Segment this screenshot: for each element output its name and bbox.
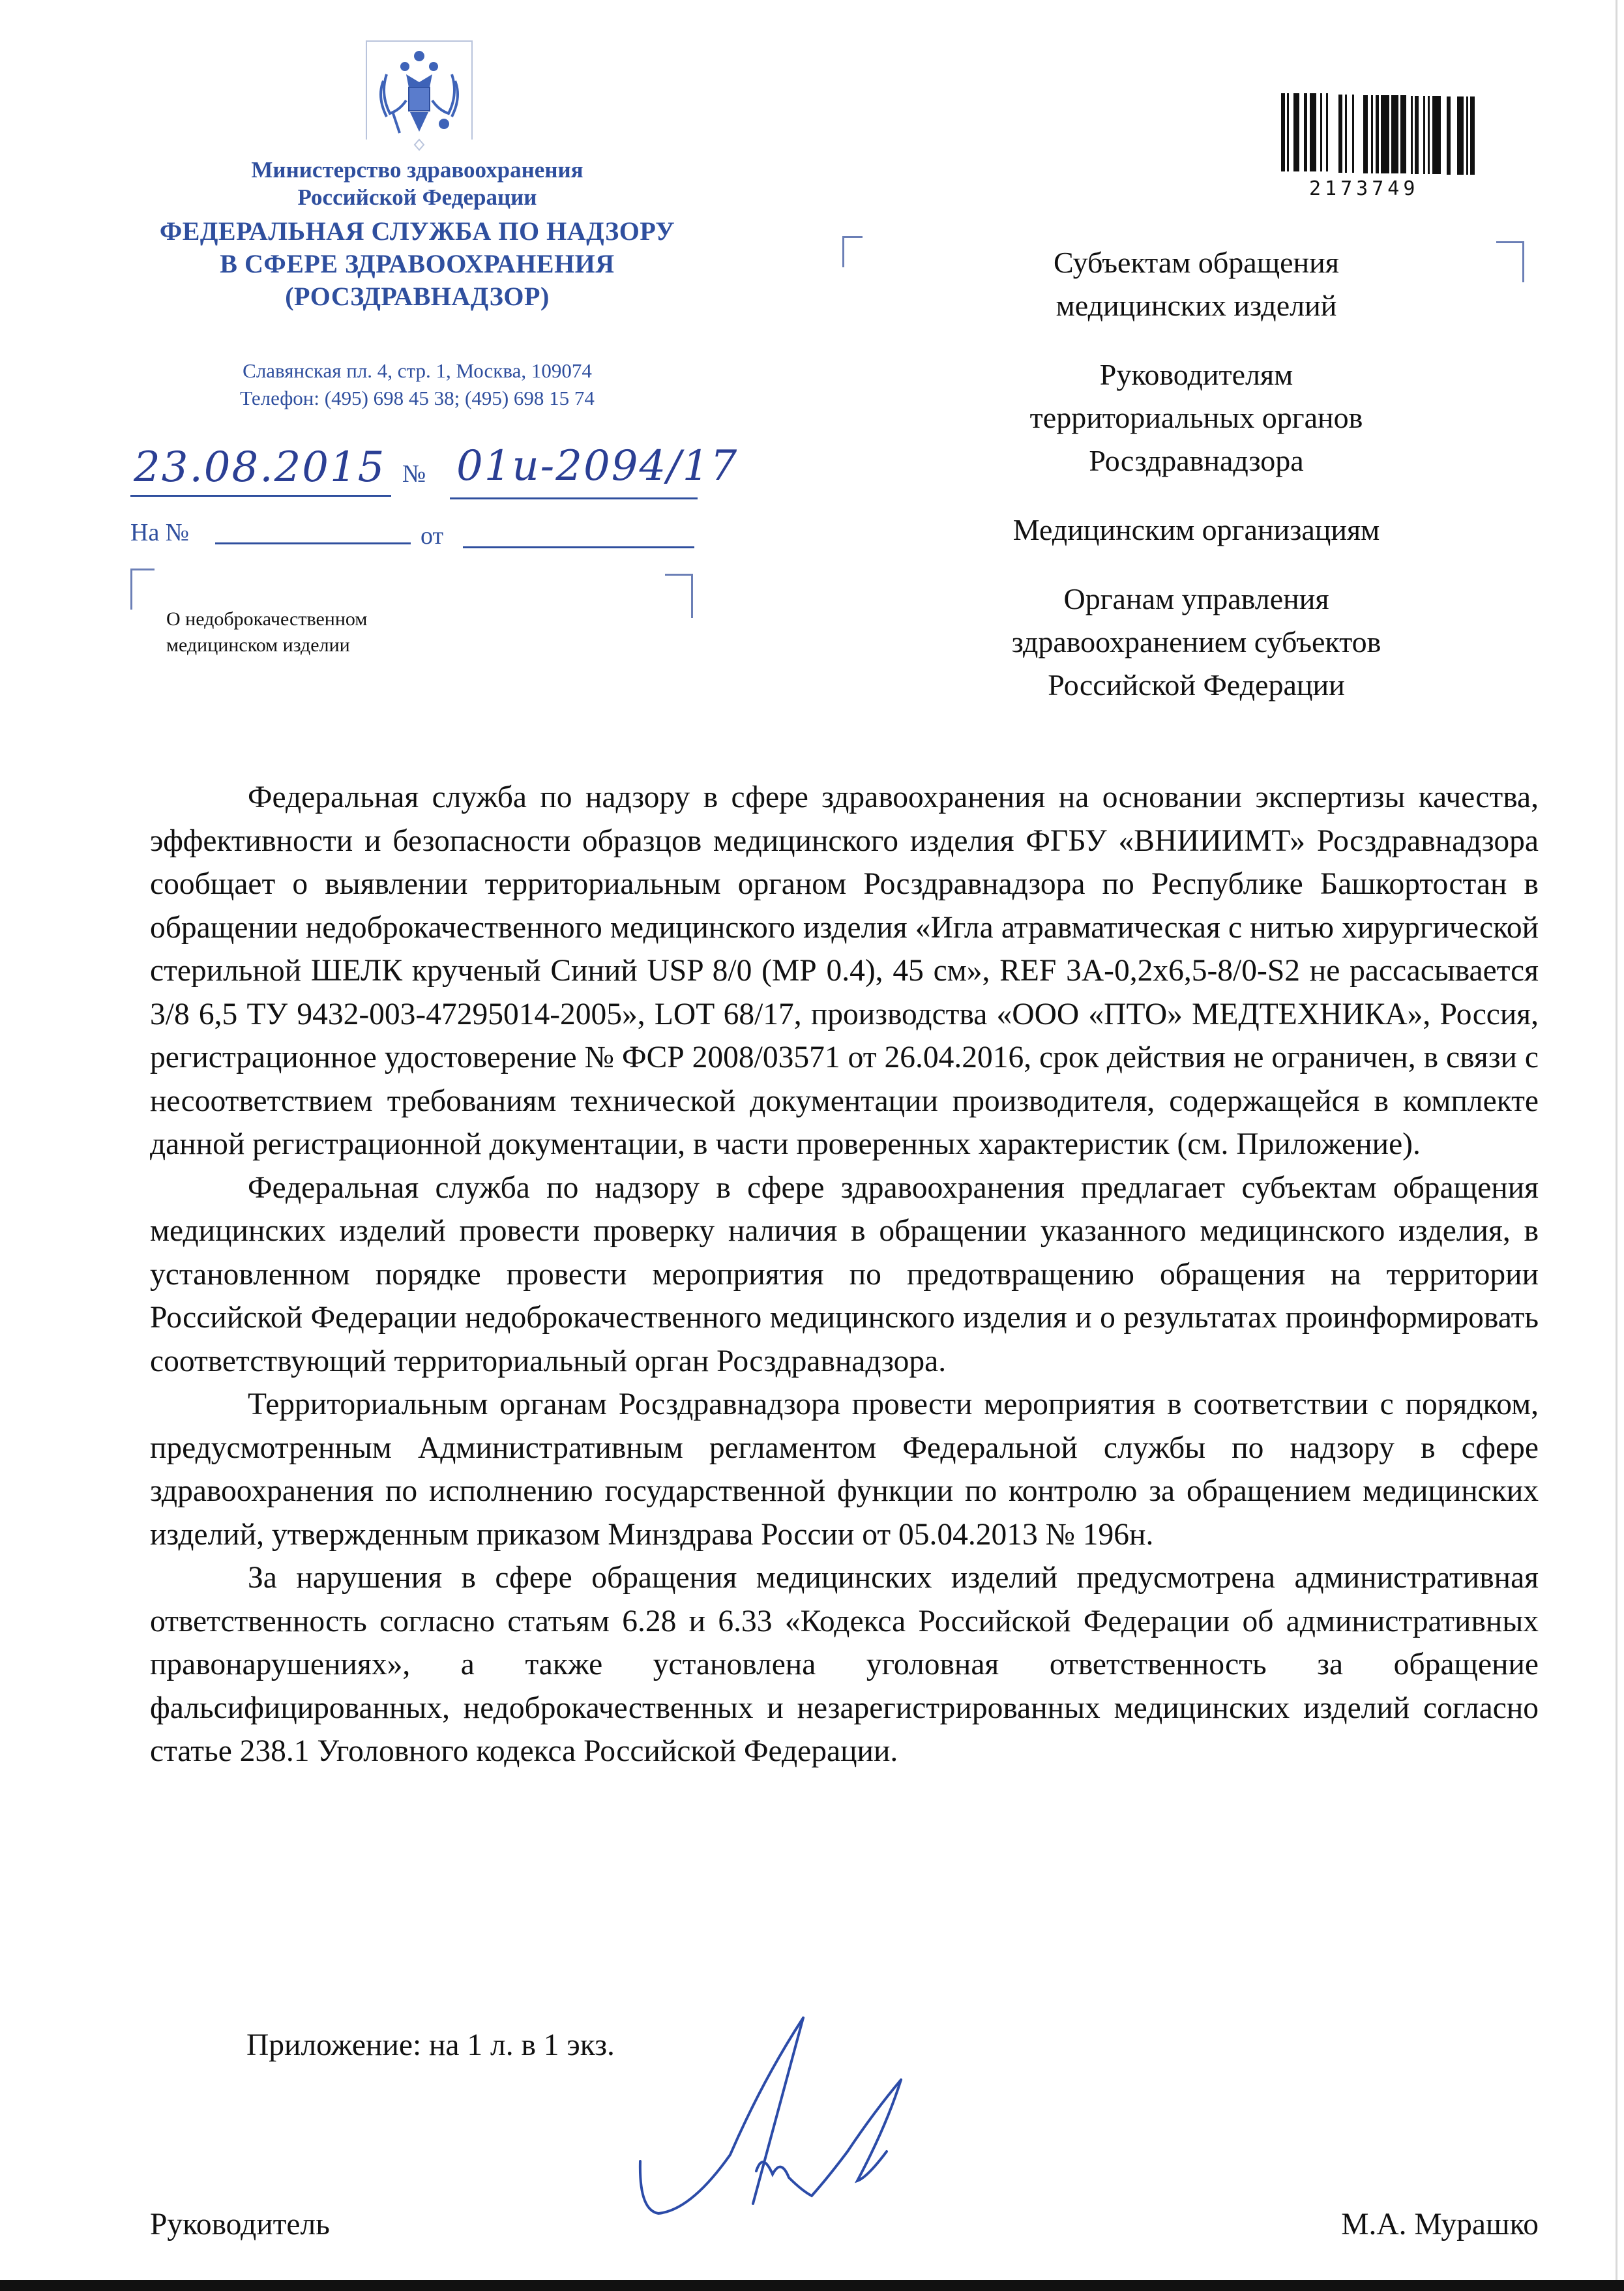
ministry-line-1: Министерство здравоохранения	[251, 157, 583, 183]
signer-name: М.А. Мурашко	[1341, 2208, 1539, 2241]
body-paragraph-1: Федеральная служба по надзору в сфере здравоохранения на основании экспертизы качества, эффективности и безопасности образцов медицинского изделия ФГБУ «ВНИИИМТ» Росздравнадзора сообщает о выявлении территориальным органом Росздравнадзора по Республике Башкортостан в обращении недоброкачественного медицинского изделия «Игла атравматическая с нитью хирургической стерильной ШЕЛК крученый Синий USP 8/0 (МР 0.4), 45 см», REF 3А-0,2х6,5-8/0-S2 не рассасывается 3/8 6,5 ТУ 9432-003-47295014-2005», LOT 68/17, производства «ООО «ПТО» МЕДТЕХНИКА», Россия, регистрационное удостоверение № ФСР 2008/03571 от 26.04.2016, срок действия не ограничен, в связи с несоответствием требованиям технической документации производителя, содержащейся в комплекте данной регистрационной документации, в части проверенных характеристик (см. Приложение).	[150, 780, 1539, 1161]
reply-to-number-field	[215, 542, 411, 544]
addressee-3	[867, 509, 1526, 552]
subject-line-1: О недоброкачественном	[166, 608, 368, 630]
subject-line-2: медицинском изделии	[166, 634, 350, 656]
number-label: №	[402, 460, 426, 488]
phone: Телефон: (495) 698 45 38; (495) 698 15 74	[240, 387, 595, 409]
registration-date-field	[130, 443, 391, 502]
addressee-line: Руководителям	[1099, 358, 1293, 391]
service-name	[98, 215, 737, 313]
letter-body	[150, 776, 1539, 1773]
service-line-1: ФЕДЕРАЛЬНАЯ СЛУЖБА ПО НАДЗОРУ	[159, 216, 675, 246]
page-edge	[1616, 0, 1617, 2291]
reply-to-date-field	[463, 546, 694, 548]
signer-title: Руководитель	[150, 2208, 330, 2241]
subject-corner-left	[130, 569, 155, 610]
barcode-number: 2173749	[1309, 177, 1419, 200]
reply-to-label: На №	[130, 519, 190, 546]
addressees	[867, 241, 1526, 733]
from-label: от	[421, 522, 444, 550]
addressee-line: территориальных органов	[1029, 401, 1363, 434]
addressee-corner-left	[842, 236, 863, 267]
registration-date: 23.08.2015	[134, 443, 386, 492]
addressee-line: медицинских изделий	[1056, 289, 1337, 322]
addressee-line: Российской Федерации	[1048, 668, 1345, 702]
coat-of-arms-icon	[366, 40, 473, 140]
signature-icon	[632, 2015, 1102, 2223]
registration-number: 01и-2094/17	[456, 442, 739, 490]
body-paragraph-2: Федеральная служба по надзору в сфере здравоохранения предлагает субъектам обращения медицинских изделий провести проверку наличия в обращении указанного медицинского изделия, в установленном порядке провести мероприятия по предотвращению обращения на территории Российской Федерации недоброкачественного медицинского изделия и о результатах проинформировать соответствующий территориальный орган Росздравнадзора.	[150, 1170, 1539, 1378]
addressee-line: Росздравнадзора	[1089, 444, 1304, 477]
ministry-line-2: Российской Федерации	[297, 185, 537, 210]
body-paragraph-3: Территориальным органам Росздравнадзора провести мероприятия в соответствии с порядком, предусмотренным Административным регламентом Федеральной службы по надзору в сфере здравоохранения по исполнению государственной функции по контролю за обращением медицинских изделий, утвержденным приказом Минздрава России от 05.04.2013 № 196н.	[150, 1387, 1539, 1552]
service-line-2: В СФЕРЕ ЗДРАВООХРАНЕНИЯ	[220, 249, 615, 278]
addressee-line: Субъектам обращения	[1054, 246, 1339, 279]
subject	[166, 606, 492, 658]
appendix-note: Приложение: на 1 л. в 1 экз.	[246, 2028, 615, 2062]
addressee-1	[867, 241, 1526, 327]
ministry-name	[130, 156, 704, 211]
addressee-line: здравоохранением субъектов	[1011, 625, 1381, 658]
letterhead-contacts	[130, 357, 704, 412]
barcode	[1281, 93, 1477, 178]
addressee-2	[867, 353, 1526, 482]
addressee-line: Медицинским организациям	[1012, 513, 1380, 546]
scan-border	[0, 2280, 1624, 2291]
addressee-line: Органам управления	[1063, 582, 1329, 615]
subject-corner-right	[665, 574, 693, 618]
body-paragraph-4: За нарушения в сфере обращения медицинских изделий предусмотрена административная ответственность согласно статьям 6.28 и 6.33 «Кодекса Российской Федерации об административных правонарушениях», а также установлена уголовная ответственность за обращение фальсифицированных, недоброкачественных и незарегистрированных медицинских изделий согласно статье 238.1 Уголовного кодекса Российской Федерации.	[150, 1561, 1539, 1768]
address: Славянская пл. 4, стр. 1, Москва, 109074	[243, 359, 592, 382]
service-line-3: (РОСЗДРАВНАДЗОР)	[285, 282, 550, 311]
addressee-4	[867, 578, 1526, 707]
